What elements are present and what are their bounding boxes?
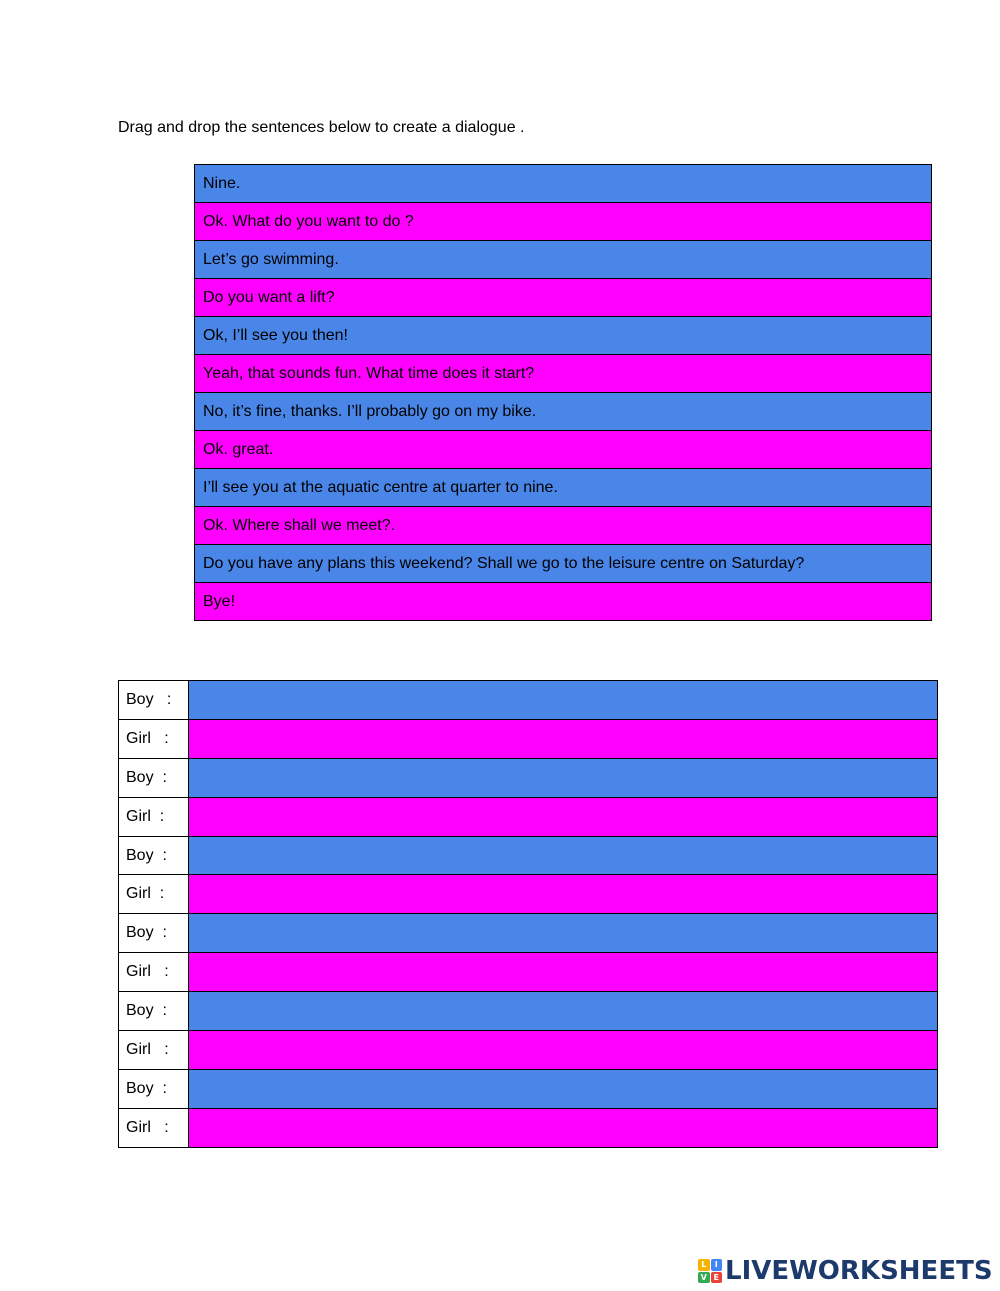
dialogue-row xyxy=(119,758,938,797)
speaker-label: Girl : xyxy=(119,875,189,914)
sentence-row xyxy=(195,393,932,431)
dialogue-row xyxy=(119,836,938,875)
speaker-label: Girl : xyxy=(119,1031,189,1070)
answer-drop-zone[interactable] xyxy=(189,992,938,1031)
answer-drop-zone[interactable] xyxy=(189,953,938,992)
dialogue-row xyxy=(119,681,938,720)
sentence-row xyxy=(195,469,932,507)
logo-mark-tile: E xyxy=(711,1272,723,1284)
sentence-row xyxy=(195,203,932,241)
logo-text: LIVEWORKSHEETS xyxy=(725,1256,993,1286)
logo-mark-tile: L xyxy=(698,1259,710,1271)
instruction-text: Drag and drop the sentences below to create a dialogue . xyxy=(118,119,525,136)
answer-drop-zone[interactable] xyxy=(189,681,938,720)
dialogue-row xyxy=(119,1069,938,1108)
logo-mark-tile: I xyxy=(711,1259,723,1271)
draggable-sentence[interactable]: Bye! xyxy=(195,583,932,621)
answer-drop-zone[interactable] xyxy=(189,1108,938,1147)
answer-drop-zone[interactable] xyxy=(189,719,938,758)
liveworksheets-logo xyxy=(698,1257,993,1285)
speaker-label: Boy : xyxy=(119,914,189,953)
logo-mark-tile: V xyxy=(698,1272,710,1284)
answer-drop-zone[interactable] xyxy=(189,758,938,797)
dialogue-answer-table xyxy=(118,680,938,1148)
answer-drop-zone[interactable] xyxy=(189,836,938,875)
answer-drop-zone[interactable] xyxy=(189,914,938,953)
sentence-row xyxy=(195,545,932,583)
draggable-sentence[interactable]: Ok. great. xyxy=(195,431,932,469)
answer-drop-zone[interactable] xyxy=(189,1031,938,1070)
dialogue-row xyxy=(119,719,938,758)
speaker-label: Girl : xyxy=(119,719,189,758)
dialogue-row xyxy=(119,992,938,1031)
sentence-row xyxy=(195,279,932,317)
dialogue-row xyxy=(119,797,938,836)
sentence-row xyxy=(195,507,932,545)
draggable-sentence[interactable]: Let’s go swimming. xyxy=(195,241,932,279)
draggable-sentence[interactable]: Nine. xyxy=(195,165,932,203)
answer-drop-zone[interactable] xyxy=(189,1069,938,1108)
speaker-label: Boy : xyxy=(119,758,189,797)
sentence-row xyxy=(195,583,932,621)
speaker-label: Boy : xyxy=(119,992,189,1031)
sentence-bank xyxy=(194,164,932,621)
draggable-sentence[interactable]: Do you have any plans this weekend? Shall we go to the leisure centre on Saturday? xyxy=(195,545,932,583)
draggable-sentence[interactable]: Ok. What do you want to do ? xyxy=(195,203,932,241)
dialogue-row xyxy=(119,875,938,914)
speaker-label: Girl : xyxy=(119,797,189,836)
answer-drop-zone[interactable] xyxy=(189,875,938,914)
dialogue-row xyxy=(119,1108,938,1147)
answer-drop-zone[interactable] xyxy=(189,797,938,836)
draggable-sentence[interactable]: I’ll see you at the aquatic centre at quarter to nine. xyxy=(195,469,932,507)
speaker-label: Boy : xyxy=(119,836,189,875)
draggable-sentence[interactable]: Ok. Where shall we meet?. xyxy=(195,507,932,545)
sentence-row xyxy=(195,165,932,203)
speaker-label: Girl : xyxy=(119,953,189,992)
dialogue-row xyxy=(119,1031,938,1070)
sentence-row xyxy=(195,317,932,355)
sentence-row xyxy=(195,355,932,393)
dialogue-row xyxy=(119,914,938,953)
speaker-label: Girl : xyxy=(119,1108,189,1147)
draggable-sentence[interactable]: Ok, I’ll see you then! xyxy=(195,317,932,355)
speaker-label: Boy : xyxy=(119,681,189,720)
draggable-sentence[interactable]: Yeah, that sounds fun. What time does it start? xyxy=(195,355,932,393)
draggable-sentence[interactable]: No, it’s fine, thanks. I’ll probably go on my bike. xyxy=(195,393,932,431)
liveworksheets-logo-icon xyxy=(698,1259,722,1283)
speaker-label: Boy : xyxy=(119,1069,189,1108)
sentence-row xyxy=(195,241,932,279)
draggable-sentence[interactable]: Do you want a lift? xyxy=(195,279,932,317)
dialogue-row xyxy=(119,953,938,992)
sentence-row xyxy=(195,431,932,469)
